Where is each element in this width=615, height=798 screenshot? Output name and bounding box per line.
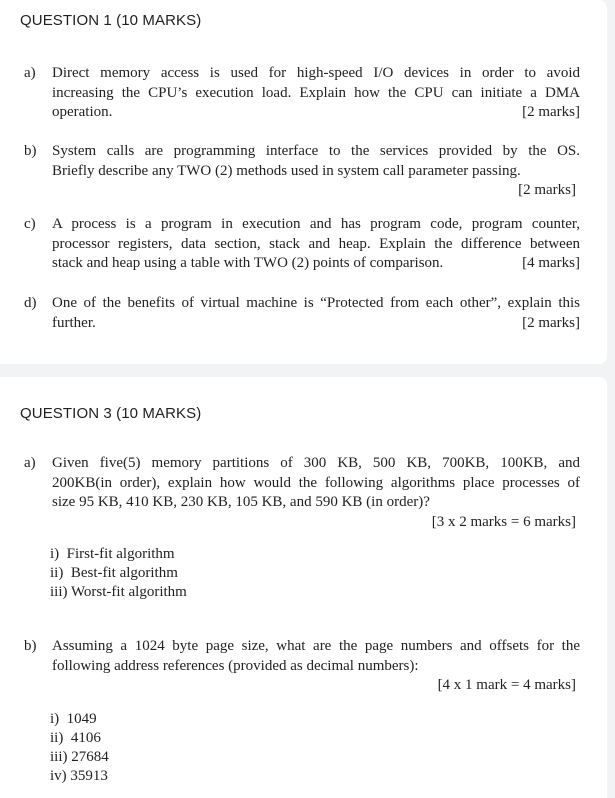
q1-part-a — [24, 64, 580, 123]
list-item: iii) Worst-fit algorithm — [50, 584, 187, 600]
part-label: b) — [24, 143, 37, 159]
q3b-address-list — [50, 710, 109, 786]
question-3-card — [0, 377, 607, 798]
q1a-line3: operation. — [52, 104, 113, 120]
part-label: b) — [24, 638, 37, 654]
q1-part-d — [24, 294, 580, 333]
q1c-marks: [4 marks] — [522, 255, 580, 271]
question-3-title: QUESTION 3 (10 MARKS) — [20, 405, 202, 422]
q1b-line2: Briefly describe any TWO (2) methods used in system call parameter passing. — [52, 162, 521, 179]
q3-part-b — [24, 637, 580, 696]
q1a-line2: increasing the CPU’s execution load. Explain how the CPU can initiate a DMA — [52, 84, 580, 101]
part-label: c) — [24, 216, 36, 232]
question-1-title: QUESTION 1 (10 MARKS) — [20, 12, 202, 29]
q1b-marks: [2 marks] — [518, 182, 576, 198]
question-1-card — [0, 0, 607, 364]
list-item: ii) Best-fit algorithm — [50, 565, 178, 581]
list-item: i) First-fit algorithm — [50, 546, 175, 562]
q3a-algorithm-list — [50, 545, 187, 602]
q1a-marks: [2 marks] — [522, 104, 580, 120]
list-item: i) 1049 — [50, 711, 97, 727]
q3a-line2: 200KB(in order), explain how would the following algorithms place processes of — [52, 474, 580, 491]
q1d-marks: [2 marks] — [522, 314, 580, 331]
q1d-line2: further. — [52, 314, 96, 331]
q3b-line1: Assuming a 1024 byte page size, what are the page numbers and offsets for the — [52, 638, 580, 654]
q1c-line1: A process is a program in execution and has program code, program counter, — [52, 216, 580, 232]
part-label: d) — [24, 295, 37, 311]
list-item: iv) 35913 — [50, 768, 108, 784]
q3a-line1: Given five(5) memory partitions of 300 KB, 500 KB, 700KB, 100KB, and — [52, 455, 580, 471]
q1-part-c — [24, 215, 580, 274]
q3a-marks: [3 x 2 marks = 6 marks] — [431, 513, 576, 530]
q1a-line1: Direct memory access is used for high-speed I/O devices in order to avoid — [52, 65, 580, 81]
q1-part-b — [24, 142, 580, 201]
q3a-line3: size 95 KB, 410 KB, 230 KB, 105 KB, and 590 KB (in order)? — [52, 494, 430, 510]
q3-part-a — [24, 454, 580, 532]
list-item: ii) 4106 — [50, 730, 101, 746]
q1d-line1: One of the benefits of virtual machine is “Protected from each other”, explain this — [52, 295, 580, 311]
q1c-line3: stack and heap using a table with TWO (2) points of comparison. — [52, 255, 444, 271]
part-label: a) — [24, 455, 36, 471]
q1b-line1: System calls are programming interface to the services provided by the OS. — [52, 143, 580, 159]
q3b-line2: following address references (provided as decimal numbers): — [52, 657, 419, 674]
list-item: iii) 27684 — [50, 749, 109, 765]
part-label: a) — [24, 65, 36, 81]
q1c-line2: processor registers, data section, stack and heap. Explain the difference between — [52, 235, 580, 252]
q3b-marks: [4 x 1 mark = 4 marks] — [437, 677, 576, 693]
